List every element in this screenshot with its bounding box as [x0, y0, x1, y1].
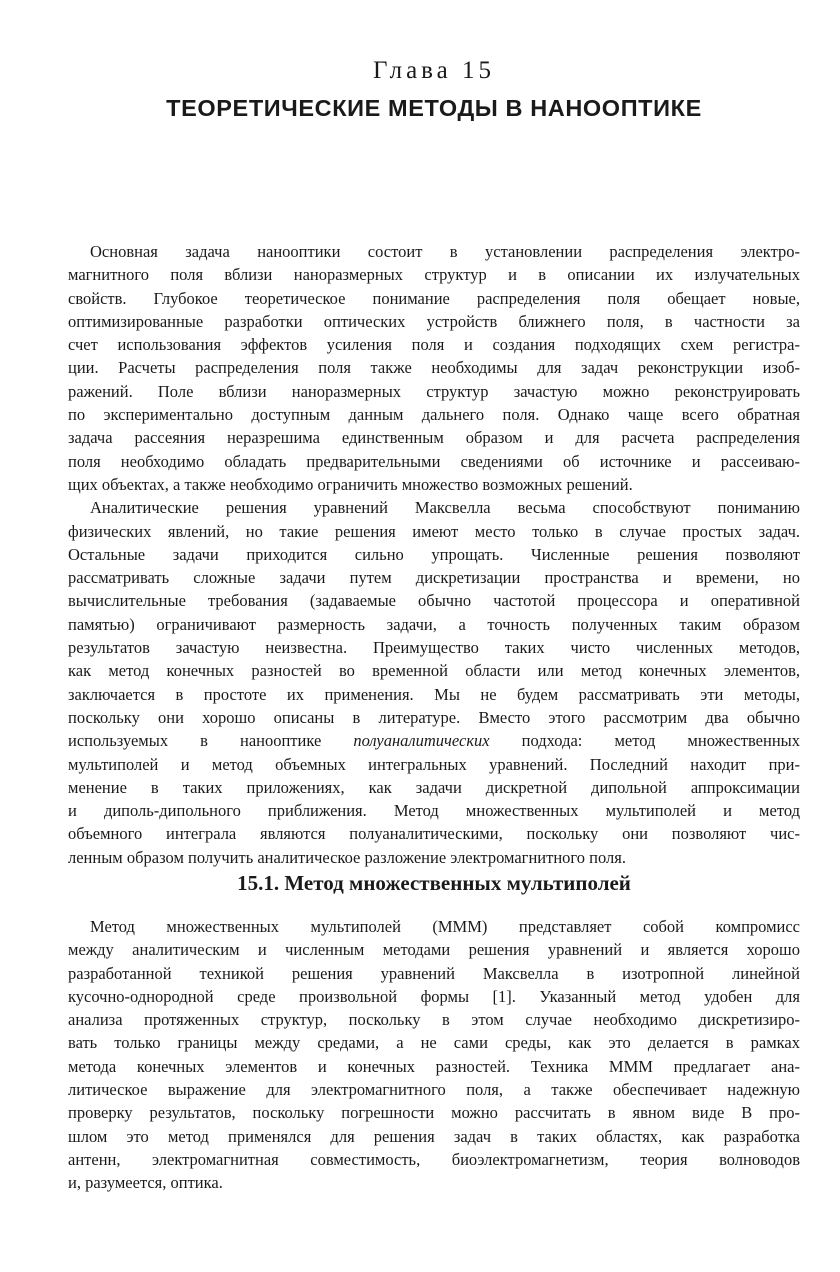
text-line: менение в таких приложениях, как задачи дискретной дипольной аппроксимации: [68, 777, 800, 797]
chapter-label: Глава 15: [373, 57, 495, 84]
text-line: ции. Расчеты распределения поля также необходимы для задач реконструкции изоб-: [68, 358, 800, 378]
section-heading: 15.1. Метод множественных мультиполей: [237, 871, 631, 895]
text-line: как метод конечных разностей во временной области или метод конечных элементов,: [68, 661, 800, 681]
text-line: Основная задача нанооптики состоит в установлении распределения электро-: [90, 242, 800, 261]
text-line: Аналитические решения уравнений Максвелла весьма способствуют пониманию: [90, 498, 800, 518]
text-line: проверку результатов, поскольку погрешности можно рассчитать в явном виде В про-: [68, 1103, 800, 1123]
text-line: и, разумеется, оптика.: [68, 1173, 223, 1193]
text-line: ленным образом получить аналитическое разложение электромагнитного поля.: [68, 847, 626, 867]
chapter-title: ТЕОРЕТИЧЕСКИЕ МЕТОДЫ В НАНООПТИКЕ: [166, 95, 702, 121]
text-line: ражений. Поле вблизи наноразмерных структур зачастую можно реконструировать: [68, 381, 800, 401]
text-line: магнитного поля вблизи наноразмерных структур и в описании их излучательных: [68, 265, 800, 285]
text-line: задача рассеяния неразрешима единственным образом и для расчета распределения: [68, 428, 800, 448]
italic-term: полуаналитических: [353, 731, 490, 751]
text-line: физических явлений, но такие решения имеют место только в случае простых задач.: [68, 521, 800, 541]
text-line: мультиполей и метод объемных интегральных уравнений. Последний находит при-: [68, 754, 800, 774]
text-line: объемного интеграла являются полуаналитическими, поскольку они позволяют чис-: [68, 824, 800, 844]
text-line: антенн, электромагнитная совместимость, биоэлектромагнетизм, теория волноводов: [68, 1149, 800, 1169]
text-line: результатов зачастую неизвестна. Преимущество таких чисто численных методов,: [68, 638, 800, 658]
intro-paragraph-2: [68, 496, 800, 869]
text-line: Метод множественных мультиполей (MMM) представляет собой компромисс: [90, 917, 800, 936]
text-line: шлом это метод применялся для решения задач в таких областях, как разработка: [68, 1126, 800, 1146]
text-fragment: используемых в нанооптике: [68, 731, 354, 751]
section-paragraph-1: [68, 915, 800, 1195]
text-line: и диполь-дипольного приближения. Метод множественных мультиполей и метод: [68, 801, 800, 821]
intro-text: [68, 240, 800, 869]
text-line: рассматривать сложные задачи путем дискретизации пространства и времени, но: [68, 568, 800, 588]
text-line: по экспериментально доступным данным дальнего поля. Однако чаще всего обратная: [68, 405, 800, 425]
text-line: заключается в простоте их применения. Мы не будем рассматривать эти методы,: [68, 684, 800, 704]
text-line: поскольку они хорошо описаны в литературе. Вместо этого рассмотрим два обычно: [68, 707, 800, 727]
text-line: между аналитическим и численным методами решения уравнений и является хорошо: [68, 940, 800, 960]
text-line-with-italic: [68, 729, 800, 752]
text-line: анализа протяженных структур, поскольку в этом случае необходимо дискретизиро-: [68, 1010, 800, 1030]
text-line: поля необходимо обладать предварительными сведениями об источнике и рассеиваю-: [68, 451, 800, 471]
text-line: литическое выражение для электромагнитного поля, а также обеспечивает надежную: [68, 1080, 800, 1100]
text-line: вать только границы между средами, а не сами среды, как это делается в рамках: [68, 1033, 800, 1053]
text-line: кусочно-однородной среде произвольной формы [1]. Указанный метод удобен для: [68, 986, 800, 1006]
text-line: счет использования эффектов усиления поля и создания подходящих схем регистра-: [68, 335, 800, 355]
text-line: щих объектах, а также необходимо ограничить множество возможных решений.: [68, 474, 633, 494]
text-line: Остальные задачи приходится сильно упрощать. Численные решения позволяют: [68, 544, 800, 564]
text-line: памятью) ограничивают размерность задачи, а точность полученных таким образом: [68, 614, 800, 634]
section-text: [68, 915, 800, 1195]
text-line: свойств. Глубокое теоретическое понимание распределения поля обещает новые,: [68, 288, 800, 308]
text-line: разработанной техникой решения уравнений Максвелла в изотропной линейной: [68, 963, 800, 983]
text-fragment: подхода: метод множественных: [489, 731, 801, 751]
intro-paragraph-1: [68, 240, 800, 496]
text-line: вычислительные требования (задаваемые обычно частотой процессора и оперативной: [68, 591, 800, 611]
text-line: оптимизированные разработки оптических устройств ближнего поля, в частности за: [68, 311, 800, 331]
text-line: метода конечных элементов и конечных разностей. Техника MMM предлагает ана-: [68, 1056, 800, 1076]
